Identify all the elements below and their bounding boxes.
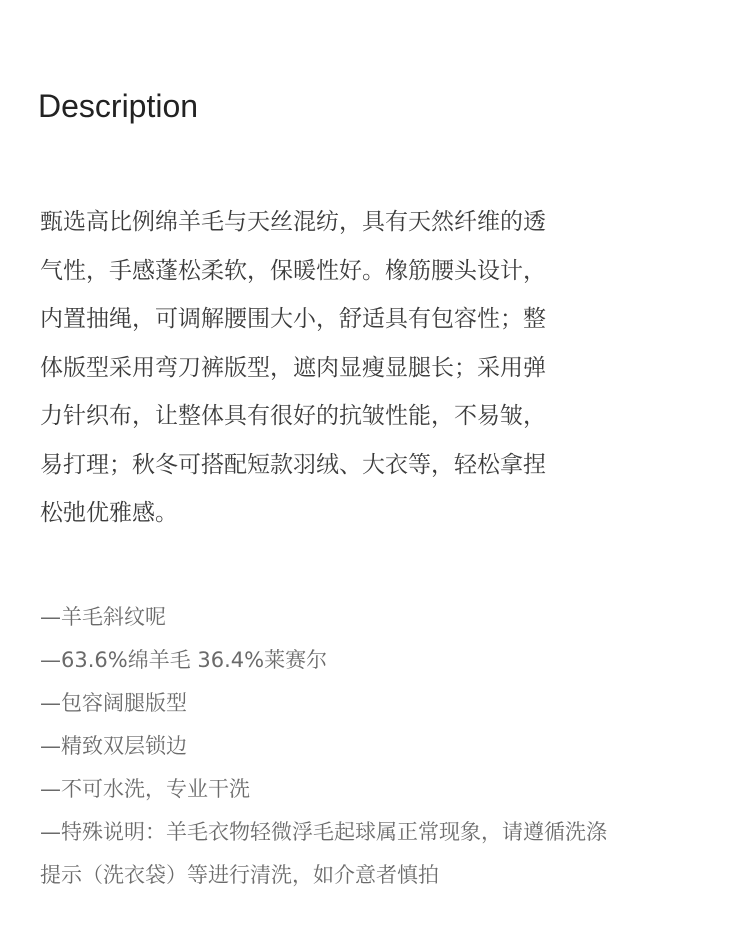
description-line: 气性，手感蓬松柔软，保暖性好。橡筋腰头设计， [40, 257, 546, 284]
section-title: Description [38, 88, 199, 124]
spec-item-fit: —包容阔腿版型 [40, 691, 187, 715]
description-line: 体版型采用弯刀裤版型，遮肉显瘦显腿长；采用弹 [40, 354, 546, 381]
description-line: 内置抽绳，可调解腰围大小，舒适具有包容性；整 [40, 306, 546, 332]
description-paragraph [40, 198, 660, 538]
description-line: 甄选高比例绵羊毛与天丝混纺，具有天然纤维的透 [40, 209, 546, 235]
description-line: 力针织布，让整体具有很好的抗皱性能，不易皱， [40, 403, 546, 429]
spec-item-hem: —精致双层锁边 [40, 734, 187, 758]
description-line: 易打理；秋冬可搭配短款羽绒、大衣等，轻松拿捏 [40, 451, 546, 478]
spec-item-care: —不可水洗，专业干洗 [40, 777, 250, 801]
description-line: 松弛优雅感。 [40, 500, 178, 526]
spec-list [40, 596, 720, 897]
spec-item-fabric: —羊毛斜纹呢 [40, 605, 166, 629]
spec-item-note: —特殊说明：羊毛衣物轻微浮毛起球属正常现象，请遵循洗涤 [40, 820, 607, 844]
spec-item-composition: —63.6%绵羊毛 36.4%莱赛尔 [40, 648, 328, 672]
spec-item-note-continued: 提示（洗衣袋）等进行清洗，如介意者慎拍 [40, 863, 439, 887]
